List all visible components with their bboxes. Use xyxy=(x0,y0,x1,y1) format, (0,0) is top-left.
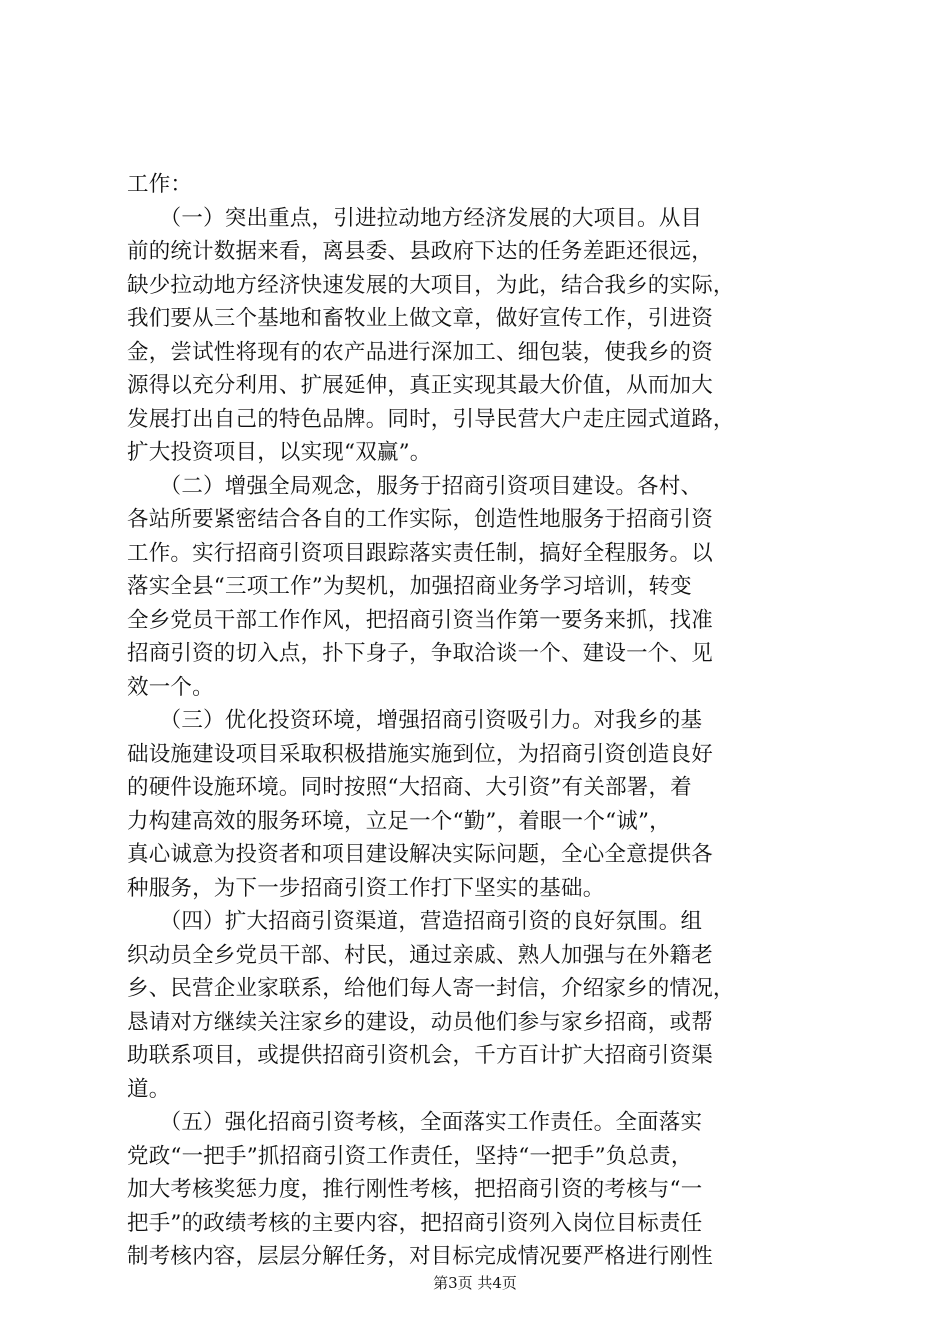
text-line: 发展打出自己的特色品牌。同时，引导民营大户走庄园式道路， xyxy=(127,406,735,432)
document-body xyxy=(127,168,827,1274)
text-line: 织动员全乡党员干部、村民，通过亲戚、熟人加强与在外籍老 xyxy=(127,942,713,968)
text-line: 招商引资的切入点，扑下身子，争取洽谈一个、建设一个、见 xyxy=(127,641,713,666)
text-line: 真心诚意为投资者和项目建设解决实际问题，全心全意提供各 xyxy=(127,842,713,867)
text-line: 制考核内容，层层分解任务，对目标完成情况要严格进行刚性 xyxy=(127,1244,713,1269)
text-line: 金，尝试性将现有的农产品进行深加工、细包装，使我乡的资 xyxy=(127,339,713,365)
text-line: 效一个。 xyxy=(127,674,214,700)
text-line: 源得以充分利用、扩展延伸，真正实现其最大价值，从而加大 xyxy=(127,373,713,398)
text-line: （三）优化投资环境，增强招商引资吸引力。对我乡的基 xyxy=(127,708,703,733)
text-line: 乡、民营企业家联系，给他们每人寄一封信，介绍家乡的情况， xyxy=(127,976,735,1001)
text-line: 的硬件设施环境。同时按照“大招商、大引资”有关部署，着 xyxy=(127,775,692,800)
text-line: 助联系项目，或提供招商引资机会，千方百计扩大招商引资渠 xyxy=(127,1043,713,1068)
text-line: 扩大投资项目，以实现“双赢”。 xyxy=(127,440,432,465)
text-line: 种服务，为下一步招商引资工作打下坚实的基础。 xyxy=(127,875,605,901)
text-line: 各站所要紧密结合各自的工作实际，创造性地服务于招商引资 xyxy=(127,507,713,532)
text-line: 道。 xyxy=(127,1076,171,1102)
text-line: 加大考核奖惩力度，推行刚性考核，把招商引资的考核与“一 xyxy=(127,1177,703,1202)
text-line: 把手”的政绩考核的主要内容，把招商引资列入岗位目标责任 xyxy=(127,1210,703,1236)
text-line: 落实全县“三项工作”为契机，加强招商业务学习培训，转变 xyxy=(127,574,692,599)
text-line: （一）突出重点，引进拉动地方经济发展的大项目。从目 xyxy=(127,205,703,231)
text-line: 工作： xyxy=(127,172,193,197)
text-line: 础设施建设项目采取积极措施实施到位，为招商引资创造良好 xyxy=(127,741,713,767)
text-line: （二）增强全局观念，服务于招商引资项目建设。各村、 xyxy=(127,473,703,499)
text-line: 全乡党员干部工作作风，把招商引资当作第一要务来抓，找准 xyxy=(127,607,713,633)
page-number-footer: 第3页 共4页 xyxy=(433,1274,517,1292)
text-line: 恳请对方继续关注家乡的建设，动员他们参与家乡招商，或帮 xyxy=(127,1009,713,1035)
text-line: （四）扩大招商引资渠道，营造招商引资的良好氛围。组 xyxy=(127,909,703,934)
text-line: 缺少拉动地方经济快速发展的大项目，为此，结合我乡的实际， xyxy=(127,272,735,298)
text-line: 党政“一把手”抓招商引资工作责任，坚持“一把手”负总责， xyxy=(127,1143,693,1169)
text-line: 工作。实行招商引资项目跟踪落实责任制，搞好全程服务。以 xyxy=(127,540,713,566)
text-line: 我们要从三个基地和畜牧业上做文章，做好宣传工作，引进资 xyxy=(127,306,713,331)
text-line: 前的统计数据来看，离县委、县政府下达的任务差距还很远， xyxy=(127,239,713,264)
text-line: （五）强化招商引资考核，全面落实工作责任。全面落实 xyxy=(127,1110,703,1135)
text-line: 力构建高效的服务环境，立足一个“勤”，着眼一个“诚”， xyxy=(127,808,671,834)
